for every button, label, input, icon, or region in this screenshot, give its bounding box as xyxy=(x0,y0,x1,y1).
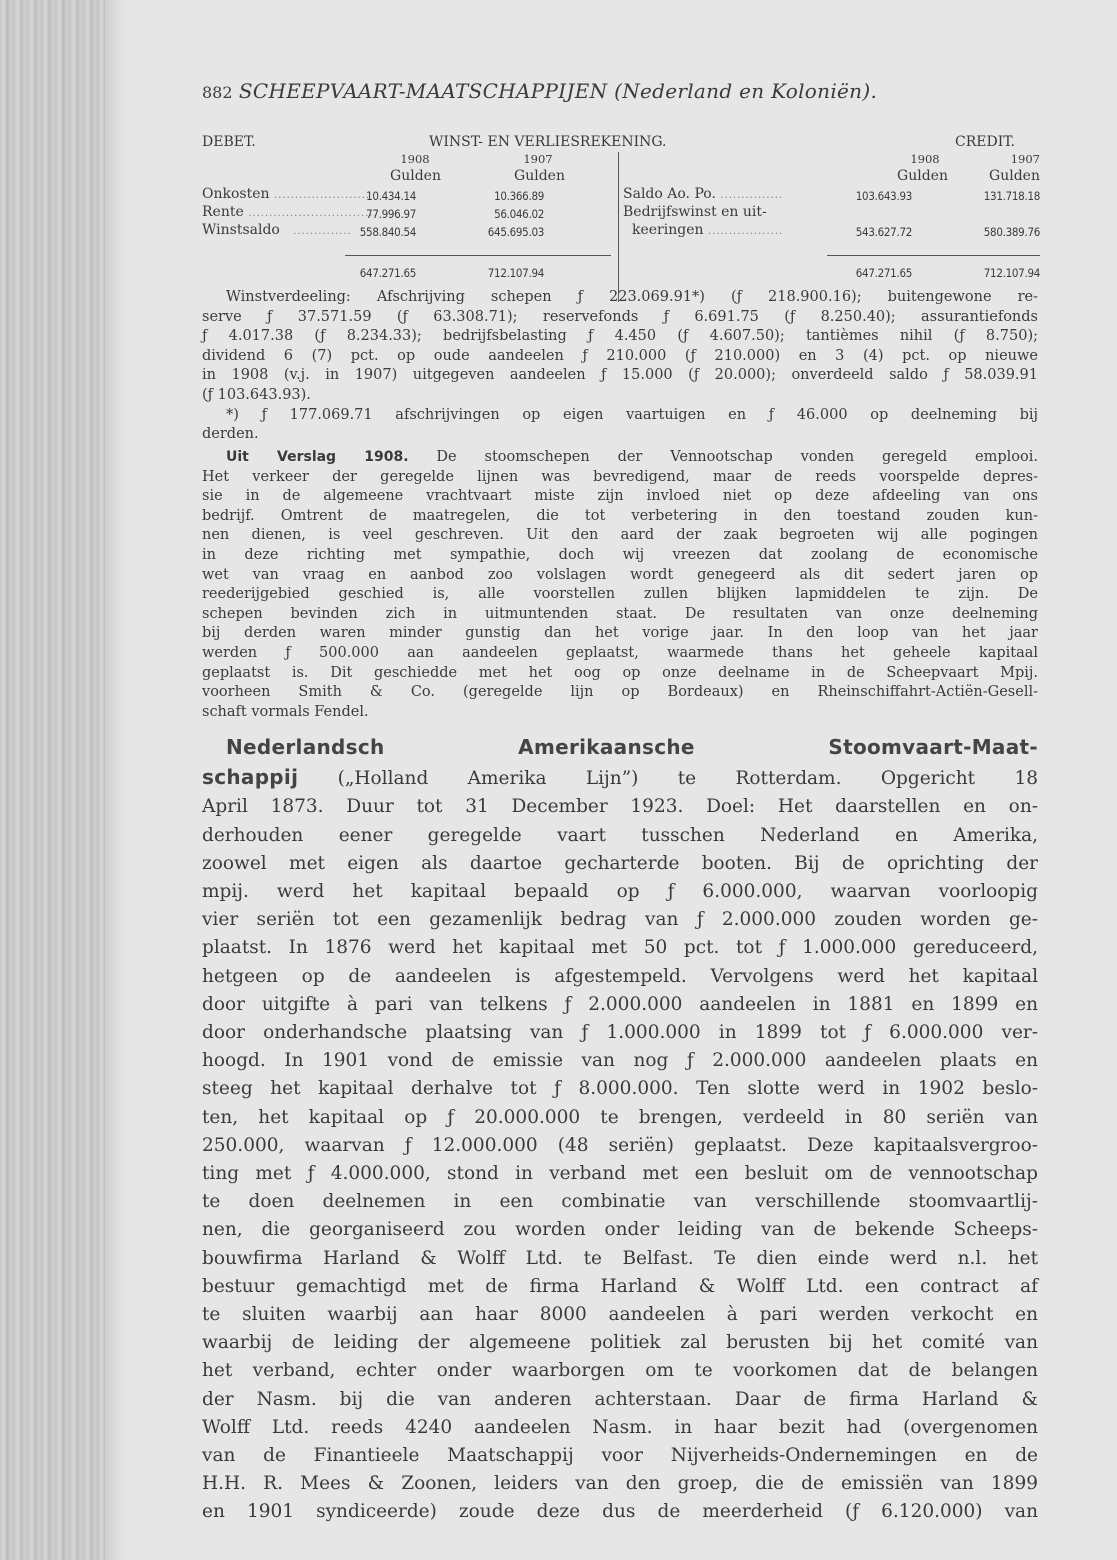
text-line xyxy=(202,448,1038,468)
text-line: derhouden eener geregelde vaart tusschen Nederland en Amerika, xyxy=(202,824,1038,846)
debet-row xyxy=(202,222,352,238)
text-line: bouwfirma Harland & Wolff Ltd. te Belfast. Te dien einde werd n.l. het xyxy=(202,1247,1038,1269)
text-line: ten, het kapitaal op ƒ 20.000.000 te brengen, verdeeld in 80 seriën van xyxy=(202,1106,1038,1128)
debet-total-1908: 647.271.65 xyxy=(359,266,416,280)
credit-row xyxy=(623,204,767,220)
text-line: werden ƒ 500.000 aan aandeelen geplaatst, waarmede thans het geheele kapitaal xyxy=(202,644,1038,661)
text-line: door uitgifte à pari van telkens ƒ 2.000.000 aandeelen in 1881 en 1899 en xyxy=(202,993,1038,1015)
ledger-divider xyxy=(618,152,619,302)
text-line: te sluiten waarbij aan haar 8000 aandeelen à pari werden verkocht en xyxy=(202,1304,1038,1326)
running-head xyxy=(202,79,877,103)
leader-dots: ............................... xyxy=(248,208,378,219)
footnote-line: *) ƒ 177.069.71 afschrijvingen op eigen vaartuigen en ƒ 46.000 op deelneming bij xyxy=(226,406,1038,423)
debet-label: DEBET. xyxy=(202,134,256,150)
text-line: bij derden waren minder gunstig dan het vorige jaar. In den loop van het jaar xyxy=(202,625,1038,642)
debet-sum-rule xyxy=(345,255,611,256)
text-line: wet van vraag en aanbod zoo volslagen wordt genegeerd als dit sedert jaren op xyxy=(202,566,1038,583)
debet-year-1908: 1908 xyxy=(400,152,430,166)
cell-value: 10.366.89 xyxy=(494,189,544,203)
text-line: vier seriën tot een gezamenlijk bedrag van ƒ 2.000.000 zouden worden ge- xyxy=(202,909,1038,931)
cell-value: 10.434.14 xyxy=(366,189,416,203)
debet-total-1907: 712.107.94 xyxy=(487,266,544,280)
text-line xyxy=(202,763,1038,793)
text-line: waarbij de leiding der algemeene politiek zal berusten bij het comité van xyxy=(202,1332,1038,1354)
text-line: H.H. R. Mees & Zoonen, leiders van den groep, die de emissiën van 1899 xyxy=(202,1473,1038,1495)
row-label: Onkosten xyxy=(202,186,270,202)
text-line: van de Finantieele Maatschappij voor Nijverheids-Ondernemingen en de xyxy=(202,1445,1038,1467)
cell-value: 543.627.72 xyxy=(855,225,912,239)
text-line: te doen deelnemen in een combinatie van verschillende stoomvaartlij- xyxy=(202,1191,1038,1213)
text-line: bestuur gemachtigd met de firma Harland & Wolff Ltd. een contract af xyxy=(202,1275,1038,1297)
text-line: steeg het kapitaal derhalve tot ƒ 8.000.000. Ten slotte werd in 1902 beslo- xyxy=(202,1078,1038,1100)
company-entry xyxy=(202,733,1038,1527)
text-line: en 1901 syndiceerde) zoude deze dus de meerderheid (ƒ 6.120.000) van xyxy=(202,1501,1038,1523)
text-line: Wolff Ltd. reeds 4240 aandeelen Nasm. in haar bezit had (overgenomen xyxy=(202,1416,1038,1438)
credit-label: CREDIT. xyxy=(955,134,1015,150)
company-name-cont: schappij xyxy=(202,765,299,790)
text-line: het verband, echter onder waarborgen om te voorkomen dat de belangen xyxy=(202,1360,1038,1382)
cell-value: 56.046.02 xyxy=(494,207,544,221)
credit-year-1907: 1907 xyxy=(1010,152,1040,166)
text-line: nen dienen, is veel geschreven. Uit den aard der zaak begroeten wij alle pogingen xyxy=(202,527,1038,544)
credit-currency-1908: Gulden xyxy=(897,168,948,184)
text-line: Winstverdeeling: Afschrijving schepen ƒ 223.069.91*) (ƒ 218.900.16); buitengewone re- xyxy=(226,289,1038,305)
company-heading xyxy=(202,733,1038,763)
row-label: keeringen xyxy=(632,222,704,238)
book-page-edges xyxy=(0,0,105,1560)
text-line: mpij. werd het kapitaal bepaald op ƒ 6.000.000, waarvan voorloopig xyxy=(202,881,1038,903)
winstverdeeling-paragraph xyxy=(202,288,1038,445)
text-line: ƒ 4.017.38 (ƒ 8.234.33); bedrijfsbelasting ƒ 4.450 (ƒ 4.607.50); tantièmes nihil (ƒ 8.750); xyxy=(202,328,1038,345)
credit-total-1908: 647.271.65 xyxy=(855,266,912,280)
row-label: Rente xyxy=(202,204,244,220)
row-label: Winstsaldo xyxy=(202,222,280,238)
text-line: geplaatst is. Dit geschiedde met het oog op onze deelname in de Scheepvaart Mpij. xyxy=(202,664,1038,681)
leader-dots: .................. xyxy=(707,226,784,237)
leader-dots: ............... xyxy=(720,190,784,201)
text-line: zoowel met eigen als daartoe gecharterde booten. Bij de oprichting der xyxy=(202,852,1038,874)
verslag-lead: Uit Verslag 1908. xyxy=(226,449,409,465)
debet-year-1907: 1907 xyxy=(523,152,553,166)
verslag-paragraph xyxy=(202,448,1038,722)
credit-total-1907: 712.107.94 xyxy=(983,266,1040,280)
row-label: Saldo Ao. Po. xyxy=(623,186,716,202)
cell-value: 580.389.76 xyxy=(983,225,1040,239)
text-line: hetgeen op de aandeelen is afgestempeld. Vervolgens werd het kapitaal xyxy=(202,965,1038,987)
debet-currency-1908: Gulden xyxy=(390,168,441,184)
credit-row xyxy=(623,186,783,202)
cell-value: 77.996.97 xyxy=(366,207,416,221)
debet-currency-1907: Gulden xyxy=(514,168,565,184)
text-line: 250.000, waarvan ƒ 12.000.000 (48 seriën) geplaatst. Deze kapitaalsvergroo- xyxy=(202,1134,1038,1156)
text-line: reederijgebied geschied is, alle voorstellen zullen blijken lapmiddelen te zijn. De xyxy=(202,586,1038,603)
credit-row xyxy=(632,222,783,238)
page-number: 882 xyxy=(202,83,233,102)
text-span: De stoomschepen der Vennootschap vonden geregeld emplooi. xyxy=(436,449,1039,465)
text-line: schepen bevinden zich in uitmuntenden staat. De resultaten van onze deelneming xyxy=(202,605,1038,622)
text-line: serve ƒ 37.571.59 (ƒ 63.308.71); reservefonds ƒ 6.691.75 (ƒ 8.250.40); assurantiefonds xyxy=(202,308,1038,325)
text-line: Het verkeer der geregelde lijnen was bevredigend, maar de reeds voorspelde depres- xyxy=(202,468,1038,485)
text-line: door onderhandsche plaatsing van ƒ 1.000.000 in 1899 tot ƒ 6.000.000 ver- xyxy=(202,1022,1038,1044)
cell-value: 645.695.03 xyxy=(487,225,544,239)
credit-sum-rule xyxy=(827,255,1040,256)
text-line: in deze richting met sympathie, doch wij vreezen dat zoolang de economische xyxy=(202,546,1038,563)
running-head-title: SCHEEPVAART-MAATSCHAPPIJEN (Nederland en Koloniën). xyxy=(238,79,878,103)
text-line: voorheen Smith & Co. (geregelde lijn op Bordeaux) en Rheinschiffahrt-Actiën-Gesell- xyxy=(202,684,1038,701)
text-line: April 1873. Duur tot 31 December 1923. Doel: Het daarstellen en on- xyxy=(202,796,1038,818)
text-span: („Holland Amerika Lijn”) te Rotterdam. Opgericht 18 xyxy=(298,768,1038,790)
text-line: nen, die georganiseerd zou worden onder leiding van de bekende Scheeps- xyxy=(202,1219,1038,1241)
text-line: sie in de algemeene vrachtvaart miste zijn invloed niet op deze afdeeling van ons xyxy=(202,488,1038,505)
text-line: ting met ƒ 4.000.000, stond in verband met een besluit om de vennootschap xyxy=(202,1163,1038,1185)
footnote-line: derden. xyxy=(202,426,259,443)
text-line: hoogd. In 1901 vond de emissie van nog ƒ 2.000.000 aandeelen plaats en xyxy=(202,1050,1038,1072)
text-line: bedrijf. Omtrent de maatregelen, die tot verbetering in den toestand zouden kun- xyxy=(202,507,1038,524)
row-label: Bedrijfswinst en uit- xyxy=(623,204,767,220)
text-line: dividend 6 (7) pct. op oude aandeelen ƒ 210.000 (ƒ 210.000) en 3 (4) pct. op nieuwe xyxy=(202,347,1038,364)
leader-dots: .............. xyxy=(293,226,352,237)
text-line: schaft vormals Fendel. xyxy=(202,703,369,720)
credit-currency-1907: Gulden xyxy=(989,168,1040,184)
text-line: in 1908 (v.j. in 1907) uitgegeven aandeelen ƒ 15.000 (ƒ 20.000); onverdeeld saldo ƒ 58.039.91 xyxy=(202,367,1038,384)
text-line: der Nasm. bij die van anderen achterstaan. Daar de firma Harland & xyxy=(202,1388,1038,1410)
text-line: (ƒ 103.643.93). xyxy=(202,386,311,403)
ledger-title: WINST- EN VERLIESREKENING. xyxy=(429,134,667,150)
cell-value: 131.718.18 xyxy=(983,189,1040,203)
company-name: Nederlandsch Amerikaansche Stoomvaart-Maat- xyxy=(226,735,1038,759)
credit-year-1908: 1908 xyxy=(910,152,940,166)
leader-dots: ....................... xyxy=(273,190,371,201)
text-line: plaatst. In 1876 werd het kapitaal met 50 pct. tot ƒ 1.000.000 gereduceerd, xyxy=(202,937,1038,959)
cell-value: 558.840.54 xyxy=(359,225,416,239)
cell-value: 103.643.93 xyxy=(855,189,912,203)
